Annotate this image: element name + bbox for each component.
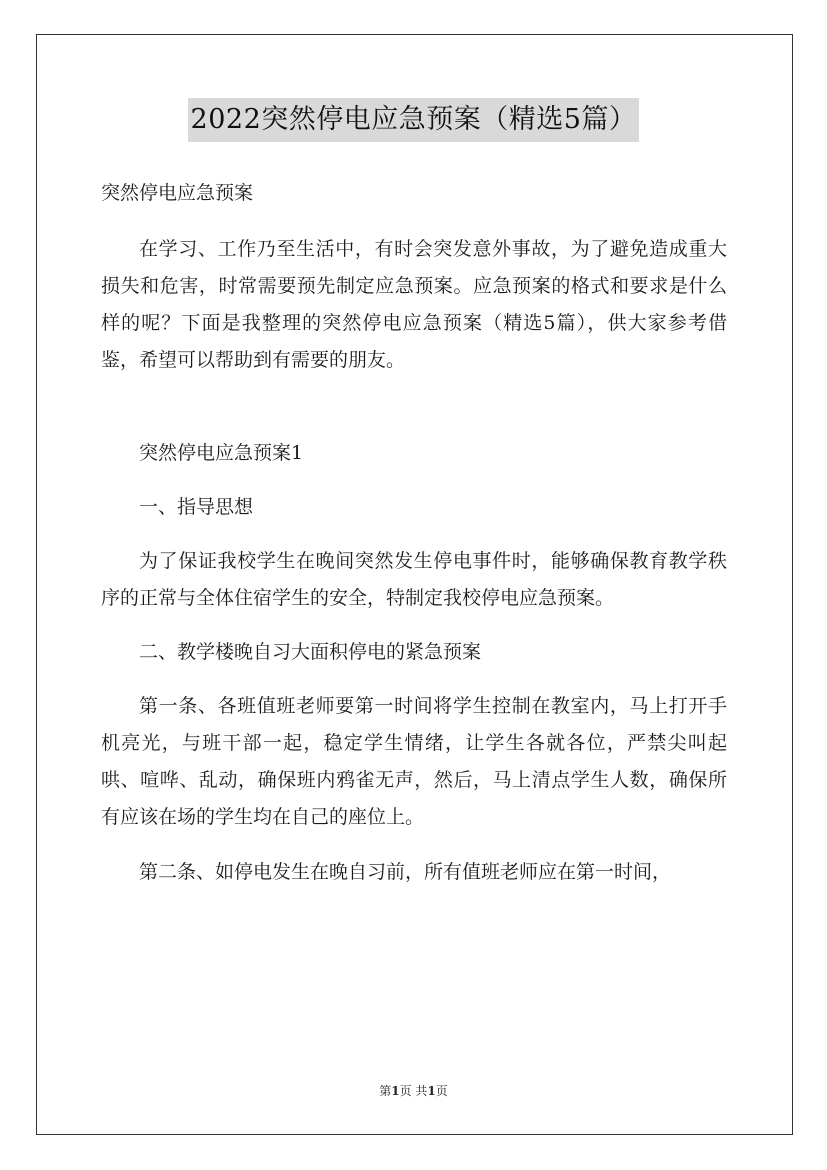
- paragraph-article-two: 第二条、如停电发生在晚自习前，所有值班老师应在第一时间，: [139, 861, 672, 883]
- page-footer: [0, 1082, 827, 1099]
- section-title: 突然停电应急预案1: [139, 442, 304, 464]
- heading-guiding-ideology: 一、指导思想: [139, 496, 254, 518]
- paragraph-guiding-ideology: 为了保证我校学生在晚间突然发生停电事件时，能够确保教育教学秩序的正常与全体住宿学生的安全，特制定我校停电应急预案。: [101, 550, 727, 609]
- footer-middle: 页 共: [399, 1084, 428, 1098]
- intro-paragraph: 在学习、工作乃至生活中，有时会突发意外事故，为了避免造成重大损失和危害，时常需要预先制定应急预案。应急预案的格式和要求是什么样的呢？下面是我整理的突然停电应急预案（精选5篇），供大家参考借鉴，希望可以帮助到有需要的朋友。: [101, 238, 727, 371]
- footer-total-pages: 1: [427, 1084, 436, 1098]
- intro-heading: 突然停电应急预案: [101, 182, 254, 204]
- title-container: [0, 98, 827, 142]
- footer-prefix: 第: [379, 1084, 392, 1098]
- document-title: 2022突然停电应急预案（精选5篇）: [188, 98, 640, 142]
- paragraph-article-one: 第一条、各班值班老师要第一时间将学生控制在教室内，马上打开手机亮光，与班干部一起，稳定学生情绪，让学生各就各位，严禁尖叫起哄、喧哗、乱动，确保班内鸦雀无声，然后，马上清点学生人数，确保所有应该在场的学生均在自己的座位上。: [101, 695, 727, 828]
- document-body: [101, 175, 727, 891]
- footer-suffix: 页: [435, 1084, 448, 1098]
- heading-emergency-plan: 二、教学楼晚自习大面积停电的紧急预案: [139, 641, 482, 663]
- footer-current-page: 1: [391, 1084, 400, 1098]
